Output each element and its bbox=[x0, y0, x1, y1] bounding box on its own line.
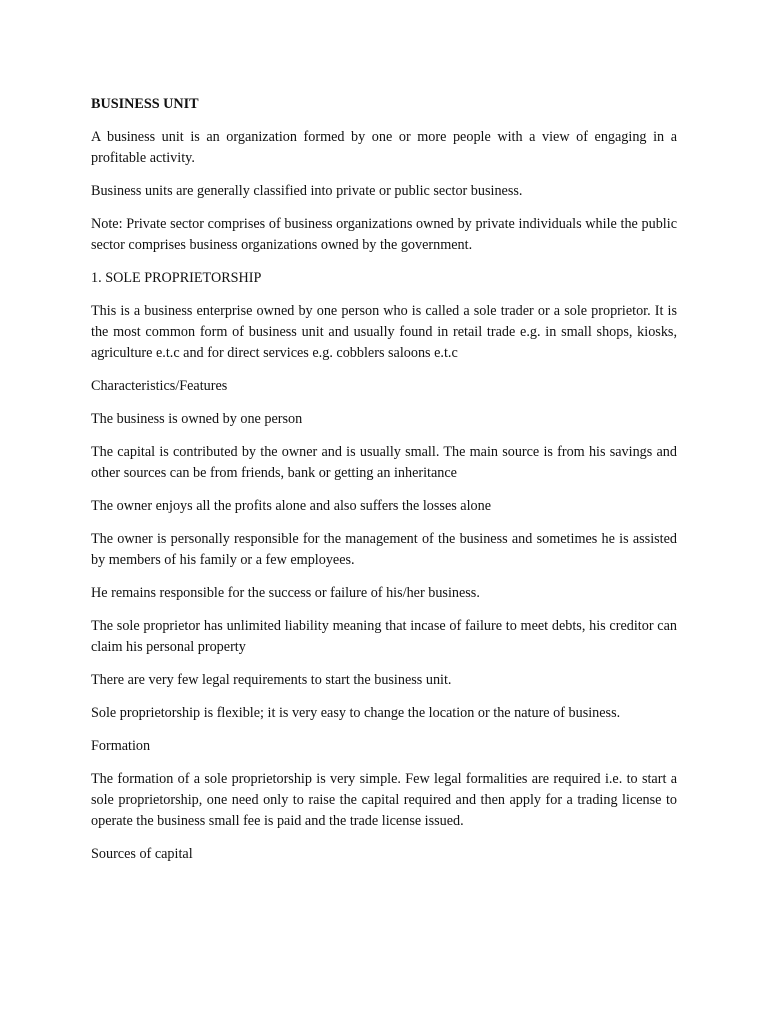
subheading-formation: Formation bbox=[91, 738, 151, 754]
sole-proprietorship-definition: This is a business enterprise owned by one person who is called a sole trader or a sole proprietor. It is the most common form of business unit and usually found in retail trade e.g. in small shops, kiosks, agriculture e.t.c and for direct services e.g. cobblers saloons e.t.c bbox=[91, 303, 677, 361]
characteristic-item: Sole proprietorship is flexible; it is very easy to change the location or the nature of business. bbox=[91, 705, 621, 721]
characteristic-item: The owner enjoys all the profits alone and also suffers the losses alone bbox=[91, 498, 492, 514]
characteristic-item: The sole proprietor has unlimited liability meaning that incase of failure to meet debts, his creditor can claim his personal property bbox=[91, 618, 677, 655]
characteristic-item: He remains responsible for the success or failure of his/her business. bbox=[91, 585, 480, 601]
classification-paragraph: Business units are generally classified into private or public sector business. bbox=[91, 183, 523, 199]
characteristic-item: The business is owned by one person bbox=[91, 411, 303, 427]
definition-paragraph: A business unit is an organization formed by one or more people with a view of engaging in a profitable activity. bbox=[91, 129, 677, 166]
document-title: BUSINESS UNIT bbox=[91, 96, 199, 112]
subheading-sources-of-capital: Sources of capital bbox=[91, 846, 193, 862]
characteristic-item: The capital is contributed by the owner and is usually small. The main source is from his savings and other sources can be from friends, bank or getting an inheritance bbox=[91, 444, 677, 481]
subheading-characteristics: Characteristics/Features bbox=[91, 378, 228, 394]
characteristic-item: The owner is personally responsible for the management of the business and sometimes he is assisted by members of his family or a few employees. bbox=[91, 531, 677, 568]
characteristic-item: There are very few legal requirements to start the business unit. bbox=[91, 672, 452, 688]
section-heading-sole-proprietorship: 1. SOLE PROPRIETORSHIP bbox=[91, 270, 262, 286]
formation-paragraph: The formation of a sole proprietorship is very simple. Few legal formalities are required i.e. to start a sole proprietorship, one need only to raise the capital required and then apply for a trading license to operate the business small fee is paid and the trade license issued. bbox=[91, 771, 677, 829]
document-body bbox=[91, 94, 677, 877]
note-paragraph: Note: Private sector comprises of business organizations owned by private individuals while the public sector comprises business organizations owned by the government. bbox=[91, 216, 677, 253]
